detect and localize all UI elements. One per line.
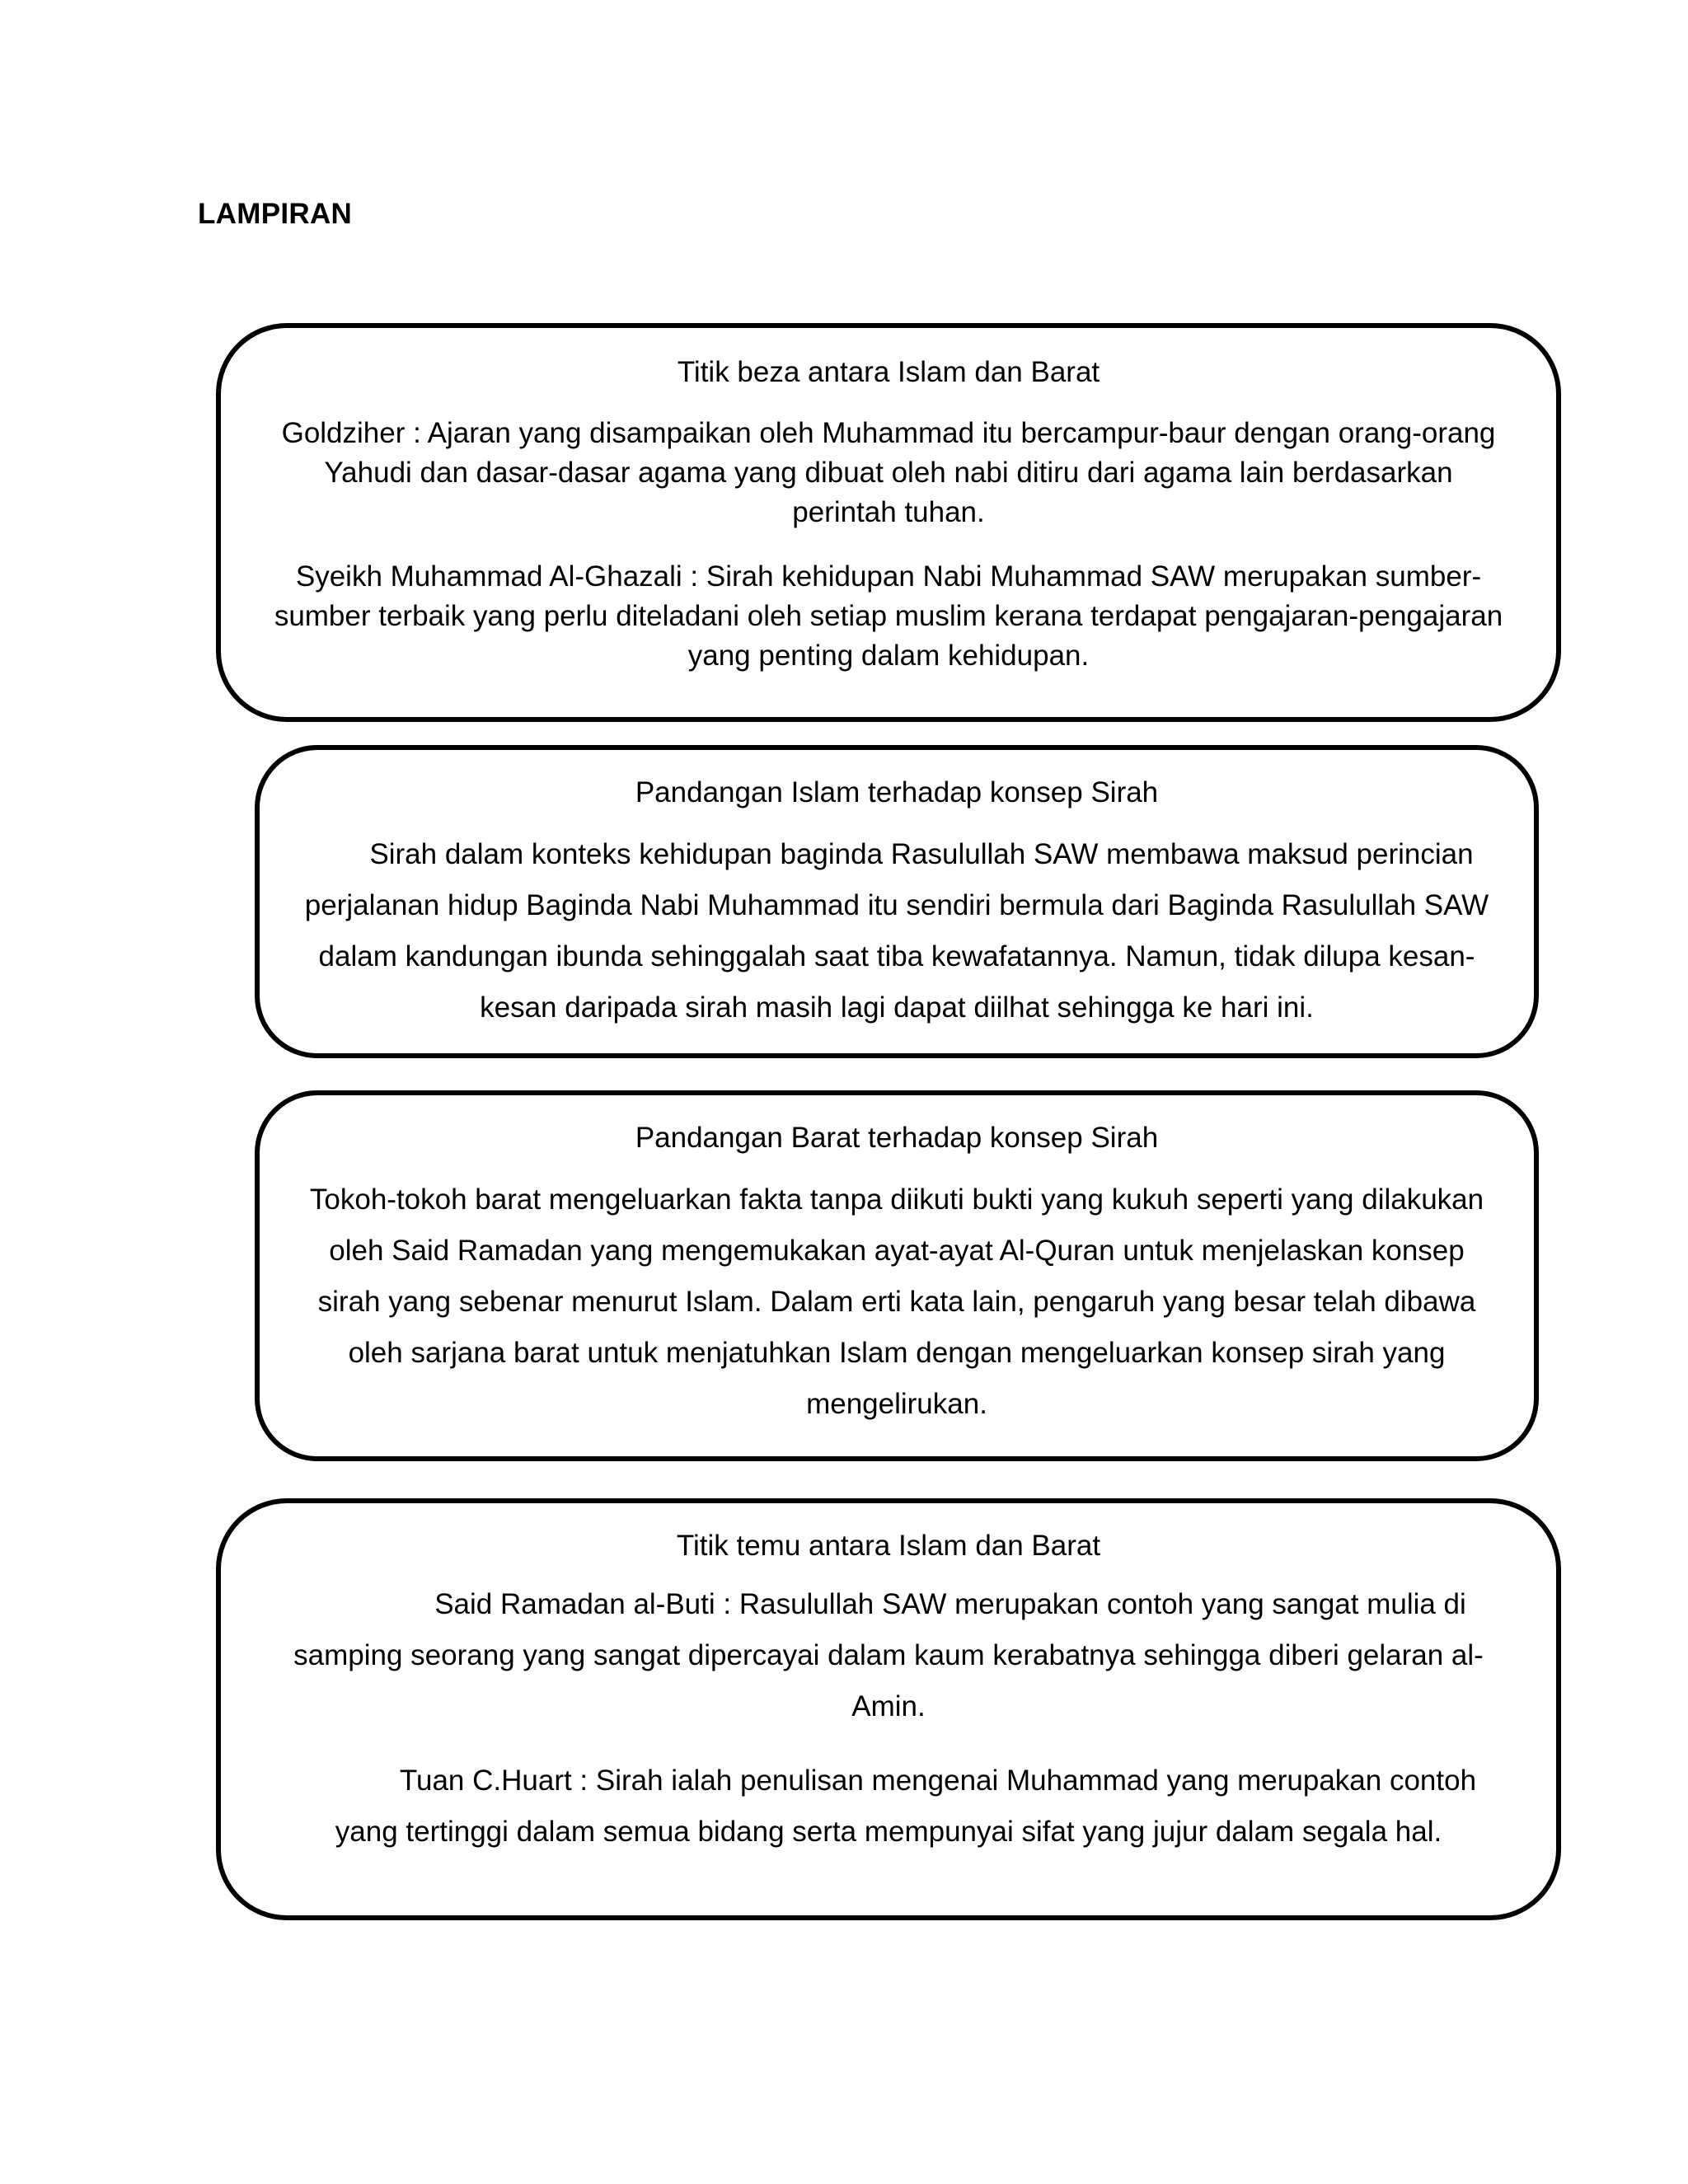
quote-al-buti: Said Ramadan al-Buti : Rasulullah SAW merupakan contoh yang sangat mulia di samping seorang yang sangat dipercayai dalam kaum kerabatnya sehingga diberi gelaran al-Amin.	[293, 1588, 1484, 1722]
box-titik-beza	[216, 323, 1561, 722]
box-paragraph: Sirah dalam konteks kehidupan baginda Rasulullah SAW membawa maksud perincian perjalanan hidup Baginda Nabi Muhammad itu sendiri bermula dari Baginda Rasulullah SAW dalam kandungan ibunda sehinggalah saat tiba kewafatannya. Namun, tidak dilupa kesan-kesan daripada sirah masih lagi dapat diilhat sehingga ke hari ini.	[304, 838, 1489, 1024]
box-pandangan-islam	[255, 745, 1539, 1058]
box-pandangan-barat	[255, 1090, 1539, 1461]
quote-c-huart: Tuan C.Huart : Sirah ialah penulisan mengenai Muhammad yang merupakan contoh yang tertinggi dalam semua bidang serta mempunyai sifat yang jujur dalam segala hal.	[335, 1765, 1477, 1848]
box-titik-temu	[216, 1498, 1561, 1920]
box-title: Pandangan Barat terhadap konsep Sirah	[635, 1122, 1159, 1154]
box-paragraph: Tokoh-tokoh barat mengeluarkan fakta tanpa diikuti bukti yang kukuh seperti yang dilakukan oleh Said Ramadan yang mengemukakan ayat-ayat Al-Quran untuk menjelaskan konsep sirah yang sebenar menurut Islam. Dalam erti kata lain, pengaruh yang besar telah dibawa oleh sarjana barat untuk menjatuhkan Islam dengan mengeluarkan konsep sirah yang mengelirukan.	[309, 1183, 1484, 1420]
box-title: Titik beza antara Islam dan Barat	[677, 356, 1100, 388]
box-title: Pandangan Islam terhadap konsep Sirah	[635, 776, 1159, 808]
quote-goldziher: Goldziher : Ajaran yang disampaikan oleh Muhammad itu bercampur-baur dengan orang-orang Yahudi dan dasar-dasar agama yang dibuat oleh nabi ditiru dari agama lain berdasarkan perintah tuhan.	[281, 417, 1496, 528]
page-heading: LAMPIRAN	[198, 198, 353, 230]
quote-al-ghazali: Syeikh Muhammad Al-Ghazali : Sirah kehidupan Nabi Muhammad SAW merupakan sumber-sumber terbaik yang perlu diteladani oleh setiap muslim kerana terdapat pengajaran-pengajaran yang penting dalam kehidupan.	[274, 560, 1503, 672]
box-title: Titik temu antara Islam dan Barat	[676, 1530, 1101, 1562]
